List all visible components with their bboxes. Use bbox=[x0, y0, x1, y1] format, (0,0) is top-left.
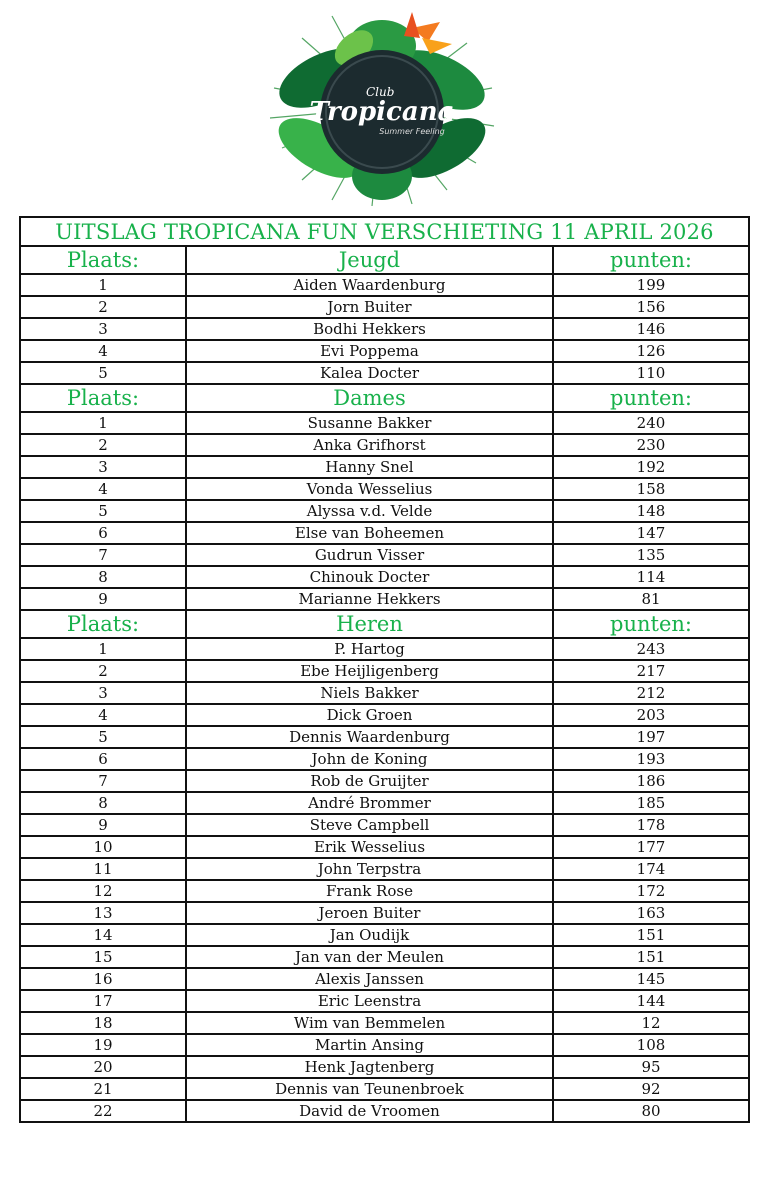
table-row bbox=[20, 814, 749, 836]
name-cell: Kalea Docter bbox=[186, 362, 553, 384]
name-cell: Chinouk Docter bbox=[186, 566, 553, 588]
table-row bbox=[20, 412, 749, 434]
table-row bbox=[20, 500, 749, 522]
place-cell: 9 bbox=[20, 814, 186, 836]
table-row bbox=[20, 726, 749, 748]
points-cell: 12 bbox=[553, 1012, 749, 1034]
name-cell: Jan van der Meulen bbox=[186, 946, 553, 968]
place-cell: 1 bbox=[20, 274, 186, 296]
place-cell: 7 bbox=[20, 544, 186, 566]
place-cell: 17 bbox=[20, 990, 186, 1012]
results-title: UITSLAG TROPICANA FUN VERSCHIETING 11 APRIL 2026 bbox=[20, 217, 749, 246]
points-cell: 80 bbox=[553, 1100, 749, 1122]
points-cell: 163 bbox=[553, 902, 749, 924]
points-cell: 158 bbox=[553, 478, 749, 500]
place-header: Plaats: bbox=[20, 384, 186, 412]
table-row bbox=[20, 588, 749, 610]
name-cell: André Brommer bbox=[186, 792, 553, 814]
name-cell: Henk Jagtenberg bbox=[186, 1056, 553, 1078]
table-row bbox=[20, 858, 749, 880]
table-row bbox=[20, 836, 749, 858]
table-row bbox=[20, 660, 749, 682]
points-cell: 192 bbox=[553, 456, 749, 478]
name-cell: Bodhi Hekkers bbox=[186, 318, 553, 340]
points-cell: 126 bbox=[553, 340, 749, 362]
name-cell: Ebe Heijligenberg bbox=[186, 660, 553, 682]
name-cell: Evi Poppema bbox=[186, 340, 553, 362]
points-cell: 177 bbox=[553, 836, 749, 858]
name-cell: David de Vroomen bbox=[186, 1100, 553, 1122]
table-row bbox=[20, 296, 749, 318]
place-cell: 13 bbox=[20, 902, 186, 924]
category-header: Jeugd bbox=[186, 246, 553, 274]
name-cell: Dick Groen bbox=[186, 704, 553, 726]
table-row bbox=[20, 274, 749, 296]
table-row bbox=[20, 880, 749, 902]
name-cell: Else van Boheemen bbox=[186, 522, 553, 544]
place-cell: 4 bbox=[20, 478, 186, 500]
table-row bbox=[20, 902, 749, 924]
points-cell: 144 bbox=[553, 990, 749, 1012]
place-cell: 6 bbox=[20, 522, 186, 544]
name-cell: Niels Bakker bbox=[186, 682, 553, 704]
name-cell: Aiden Waardenburg bbox=[186, 274, 553, 296]
points-cell: 193 bbox=[553, 748, 749, 770]
points-header: punten: bbox=[553, 610, 749, 638]
points-cell: 174 bbox=[553, 858, 749, 880]
points-cell: 146 bbox=[553, 318, 749, 340]
name-cell: Jorn Buiter bbox=[186, 296, 553, 318]
points-header: punten: bbox=[553, 246, 749, 274]
place-cell: 2 bbox=[20, 434, 186, 456]
table-row bbox=[20, 456, 749, 478]
place-cell: 12 bbox=[20, 880, 186, 902]
name-cell: Dennis van Teunenbroek bbox=[186, 1078, 553, 1100]
palm-leaf-logo-graphic bbox=[262, 8, 502, 208]
table-row bbox=[20, 340, 749, 362]
points-cell: 151 bbox=[553, 924, 749, 946]
points-cell: 230 bbox=[553, 434, 749, 456]
place-cell: 3 bbox=[20, 682, 186, 704]
place-cell: 7 bbox=[20, 770, 186, 792]
name-cell: Vonda Wesselius bbox=[186, 478, 553, 500]
name-cell: John Terpstra bbox=[186, 858, 553, 880]
table-row bbox=[20, 792, 749, 814]
table-row bbox=[20, 638, 749, 660]
points-cell: 147 bbox=[553, 522, 749, 544]
points-cell: 217 bbox=[553, 660, 749, 682]
place-cell: 15 bbox=[20, 946, 186, 968]
name-cell: Susanne Bakker bbox=[186, 412, 553, 434]
place-cell: 8 bbox=[20, 566, 186, 588]
place-cell: 2 bbox=[20, 660, 186, 682]
table-row bbox=[20, 318, 749, 340]
category-header: Dames bbox=[186, 384, 553, 412]
results-table bbox=[19, 216, 750, 1123]
table-row bbox=[20, 478, 749, 500]
points-cell: 199 bbox=[553, 274, 749, 296]
table-row bbox=[20, 1056, 749, 1078]
table-row bbox=[20, 748, 749, 770]
points-cell: 172 bbox=[553, 880, 749, 902]
points-cell: 92 bbox=[553, 1078, 749, 1100]
place-cell: 1 bbox=[20, 638, 186, 660]
title-row bbox=[20, 217, 749, 246]
table-row bbox=[20, 1012, 749, 1034]
section-header-dames bbox=[20, 384, 749, 412]
place-cell: 3 bbox=[20, 456, 186, 478]
points-cell: 178 bbox=[553, 814, 749, 836]
name-cell: Anka Grifhorst bbox=[186, 434, 553, 456]
name-cell: Eric Leenstra bbox=[186, 990, 553, 1012]
table-row bbox=[20, 704, 749, 726]
name-cell: Alexis Janssen bbox=[186, 968, 553, 990]
points-cell: 110 bbox=[553, 362, 749, 384]
points-cell: 81 bbox=[553, 588, 749, 610]
place-cell: 16 bbox=[20, 968, 186, 990]
table-row bbox=[20, 968, 749, 990]
name-cell: Wim van Bemmelen bbox=[186, 1012, 553, 1034]
name-cell: P. Hartog bbox=[186, 638, 553, 660]
points-cell: 203 bbox=[553, 704, 749, 726]
name-cell: Gudrun Visser bbox=[186, 544, 553, 566]
place-cell: 1 bbox=[20, 412, 186, 434]
place-cell: 14 bbox=[20, 924, 186, 946]
table-row bbox=[20, 1100, 749, 1122]
table-row bbox=[20, 522, 749, 544]
points-cell: 148 bbox=[553, 500, 749, 522]
name-cell: Jeroen Buiter bbox=[186, 902, 553, 924]
place-cell: 4 bbox=[20, 340, 186, 362]
section-header-jeugd bbox=[20, 246, 749, 274]
points-cell: 151 bbox=[553, 946, 749, 968]
place-cell: 9 bbox=[20, 588, 186, 610]
place-cell: 21 bbox=[20, 1078, 186, 1100]
name-cell: Marianne Hekkers bbox=[186, 588, 553, 610]
table-row bbox=[20, 924, 749, 946]
name-cell: Dennis Waardenburg bbox=[186, 726, 553, 748]
table-row bbox=[20, 1034, 749, 1056]
table-row bbox=[20, 990, 749, 1012]
place-cell: 3 bbox=[20, 318, 186, 340]
name-cell: Rob de Gruijter bbox=[186, 770, 553, 792]
name-cell: Steve Campbell bbox=[186, 814, 553, 836]
place-cell: 18 bbox=[20, 1012, 186, 1034]
table-row bbox=[20, 682, 749, 704]
name-cell: Martin Ansing bbox=[186, 1034, 553, 1056]
name-cell: Erik Wesselius bbox=[186, 836, 553, 858]
table-row bbox=[20, 1078, 749, 1100]
table-row bbox=[20, 770, 749, 792]
logo-tropicana-text: Tropicana bbox=[309, 97, 455, 127]
points-cell: 108 bbox=[553, 1034, 749, 1056]
points-cell: 185 bbox=[553, 792, 749, 814]
points-cell: 156 bbox=[553, 296, 749, 318]
table-row bbox=[20, 566, 749, 588]
name-cell: Frank Rose bbox=[186, 880, 553, 902]
place-cell: 22 bbox=[20, 1100, 186, 1122]
place-cell: 5 bbox=[20, 362, 186, 384]
points-header: punten: bbox=[553, 384, 749, 412]
table-row bbox=[20, 544, 749, 566]
category-header: Heren bbox=[186, 610, 553, 638]
place-cell: 8 bbox=[20, 792, 186, 814]
place-cell: 4 bbox=[20, 704, 186, 726]
place-cell: 20 bbox=[20, 1056, 186, 1078]
logo-summer-feeling-text: Summer Feeling bbox=[379, 127, 445, 136]
table-row bbox=[20, 362, 749, 384]
name-cell: John de Koning bbox=[186, 748, 553, 770]
place-cell: 19 bbox=[20, 1034, 186, 1056]
points-cell: 243 bbox=[553, 638, 749, 660]
table-row bbox=[20, 434, 749, 456]
place-cell: 2 bbox=[20, 296, 186, 318]
club-tropicana-logo bbox=[262, 8, 502, 208]
section-header-heren bbox=[20, 610, 749, 638]
points-cell: 114 bbox=[553, 566, 749, 588]
table-row bbox=[20, 946, 749, 968]
points-cell: 240 bbox=[553, 412, 749, 434]
logo-club-text: Club bbox=[366, 85, 395, 99]
place-cell: 11 bbox=[20, 858, 186, 880]
name-cell: Hanny Snel bbox=[186, 456, 553, 478]
points-cell: 135 bbox=[553, 544, 749, 566]
place-cell: 6 bbox=[20, 748, 186, 770]
points-cell: 197 bbox=[553, 726, 749, 748]
points-cell: 145 bbox=[553, 968, 749, 990]
place-cell: 5 bbox=[20, 726, 186, 748]
place-cell: 5 bbox=[20, 500, 186, 522]
place-header: Plaats: bbox=[20, 610, 186, 638]
place-cell: 10 bbox=[20, 836, 186, 858]
points-cell: 95 bbox=[553, 1056, 749, 1078]
name-cell: Alyssa v.d. Velde bbox=[186, 500, 553, 522]
place-header: Plaats: bbox=[20, 246, 186, 274]
points-cell: 186 bbox=[553, 770, 749, 792]
name-cell: Jan Oudijk bbox=[186, 924, 553, 946]
points-cell: 212 bbox=[553, 682, 749, 704]
